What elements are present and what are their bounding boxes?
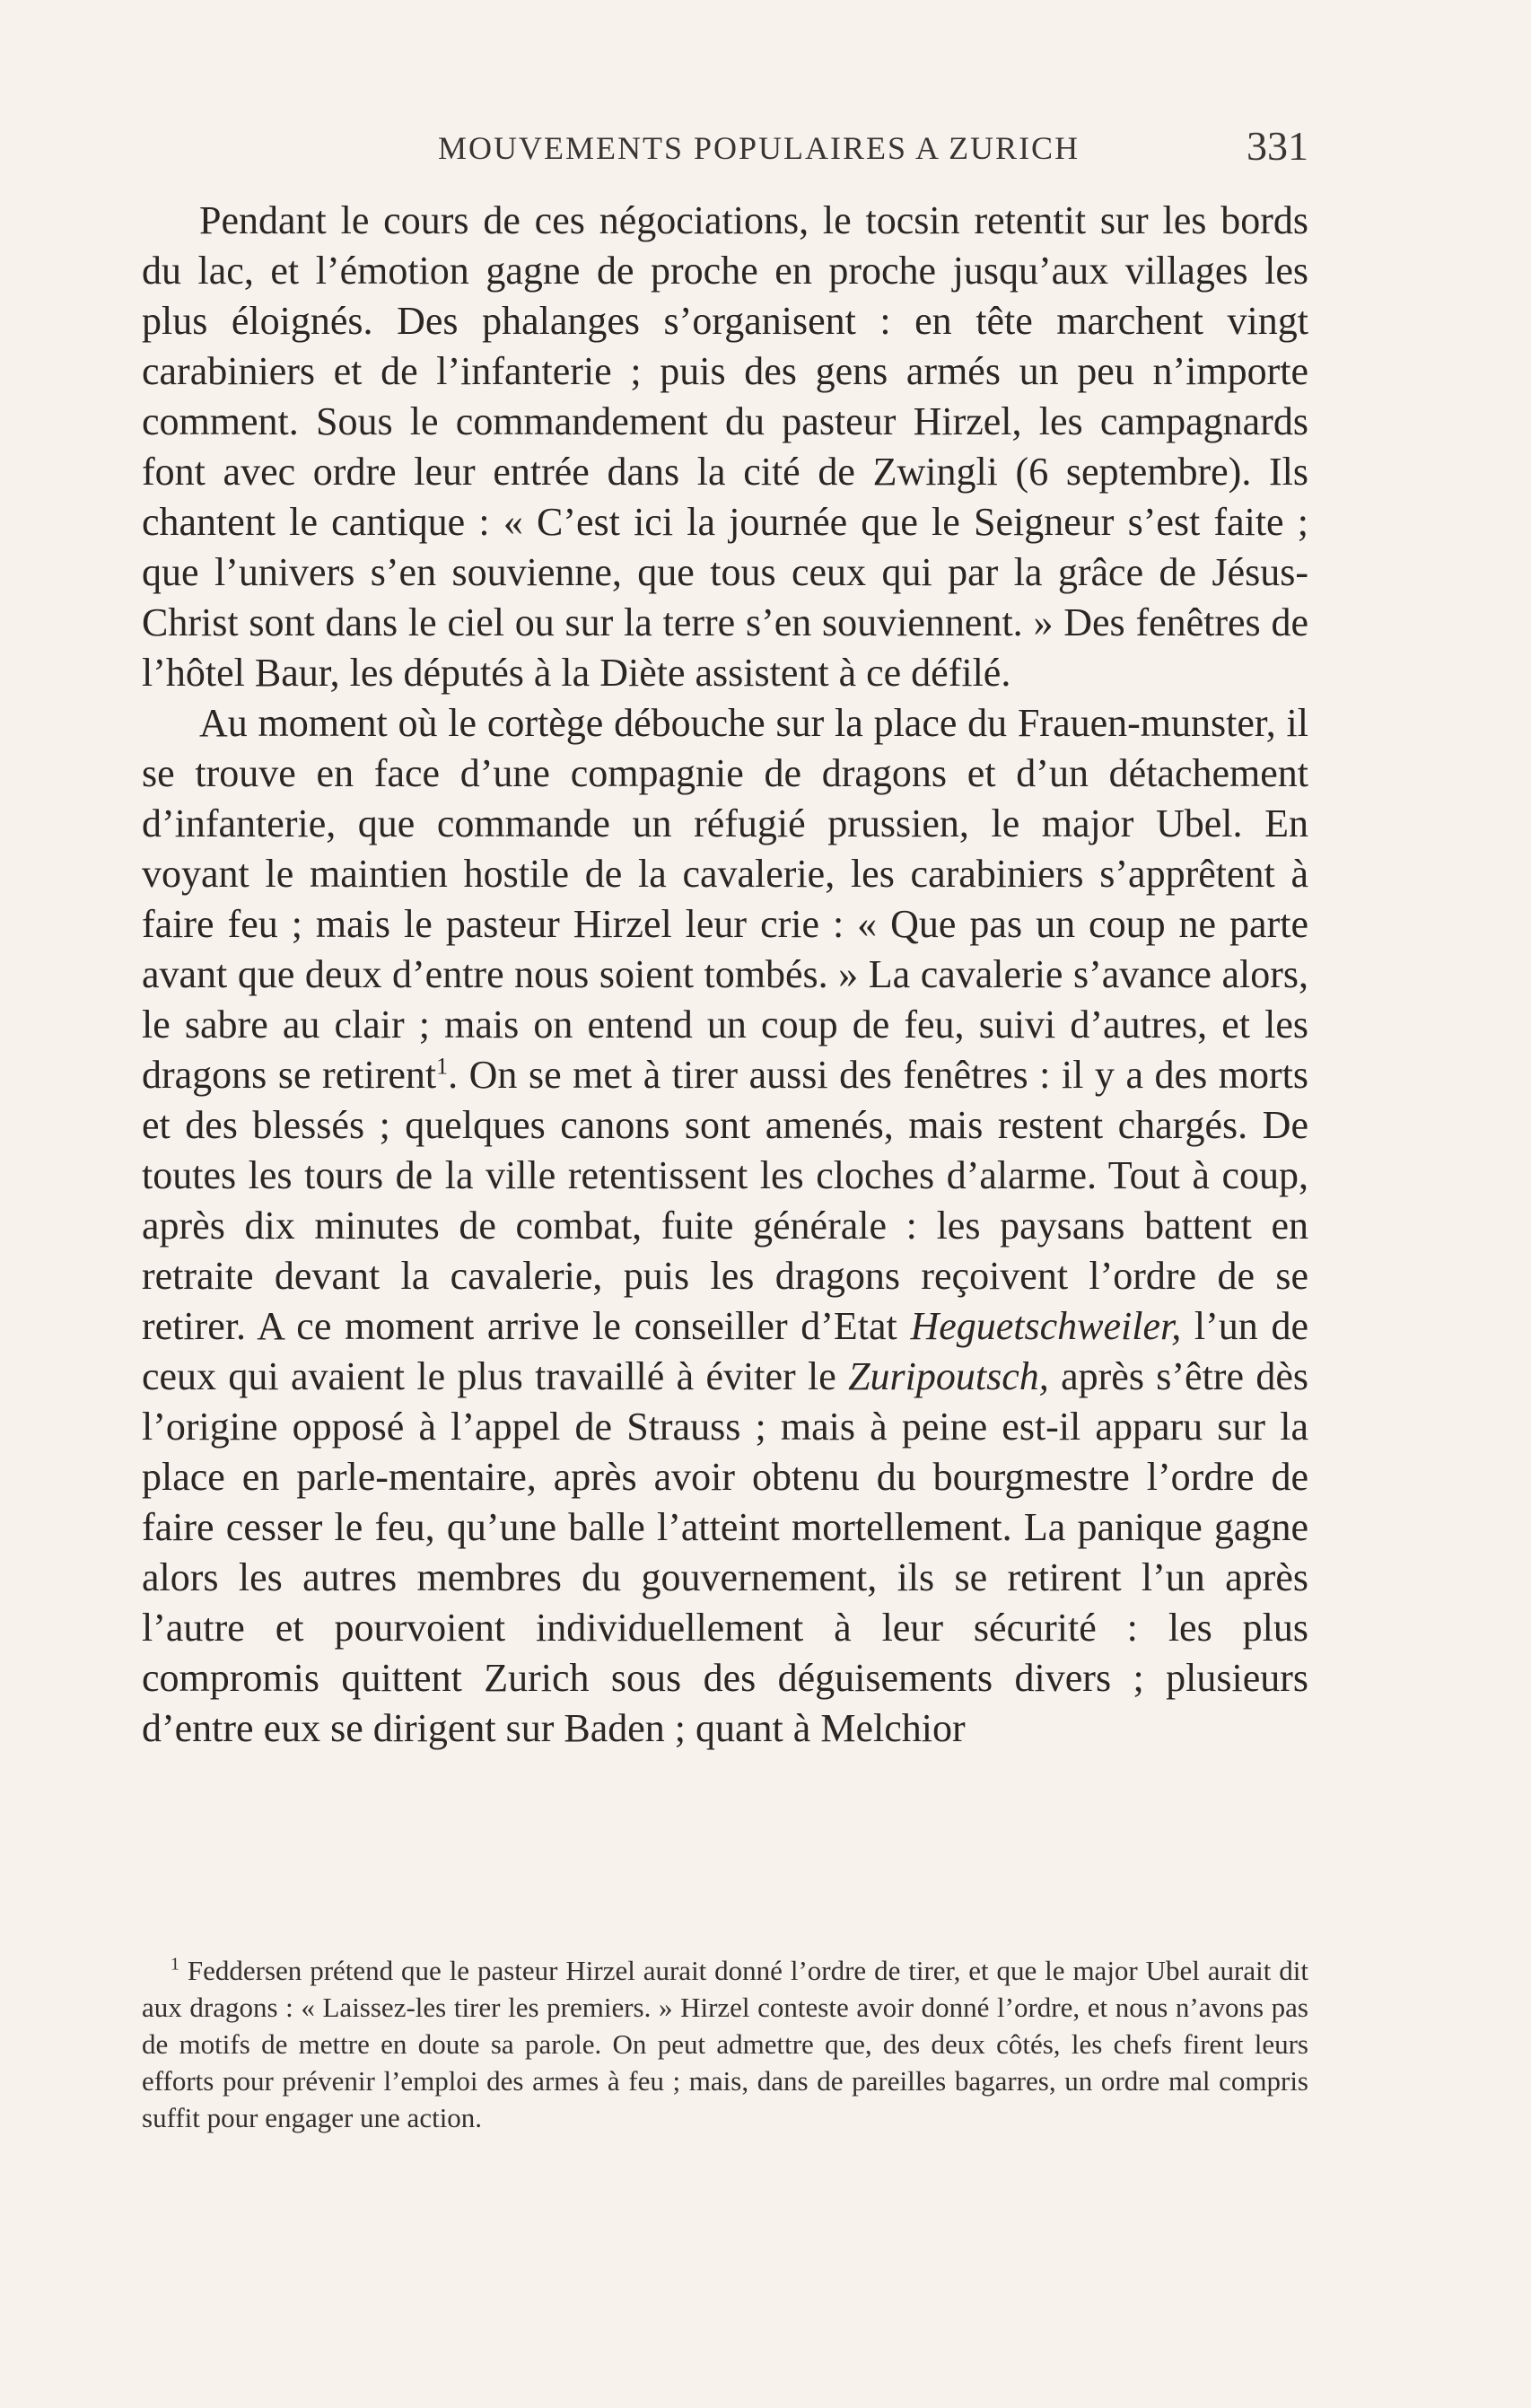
main-text [142, 196, 1308, 1754]
running-title: MOUVEMENTS POPULAIRES A ZURICH [438, 130, 1080, 166]
footnote-1 [142, 1952, 1308, 2136]
paragraph-2-part-b: . On se met à tirer aussi des fenêtres : il y a des morts et des blessés ; quelques canons sont amenés, mais restent chargés. De toutes les tours de la ville retentissent les cloches d’alarme. Tout à coup, après dix minutes de combat, fuite générale : les paysans battent en retraite devant la cavalerie, puis les dragons reçoivent l’ordre de se retirer. A ce moment arrive le conseiller d’Etat [142, 1053, 1308, 1348]
footnote-reference[interactable]: 1 [436, 1053, 449, 1080]
running-header [142, 122, 1308, 176]
paragraph-2 [142, 698, 1308, 1754]
italic-name-heguetschweiler: Heguetschweiler, [910, 1304, 1182, 1348]
italic-term-zuripoutsch: Zuripoutsch, [848, 1354, 1049, 1398]
paragraph-2-part-c: l’un de ceux qui avaient le plus travaillé à éviter le [142, 1304, 1309, 1398]
paragraph-1: Pendant le cours de ces négociations, le tocsin retentit sur les bords du lac, et l’émotion gagne de proche en proche jusqu’aux villages les plus éloignés. Des phalanges s’organisent : en tête marchent vingt carabiniers et de l’infanterie ; puis des gens armés un peu n’importe comment. Sous le commandement du pasteur Hirzel, les campagnards font avec ordre leur entrée dans la cité de Zwingli (6 septembre). Ils chantent le cantique : « C’est ici la journée que le Seigneur s’est faite ; que l’univers s’en souvienne, que tous ceux qui par la grâce de Jésus-Christ sont dans le ciel ou sur la terre s’en souviennent. » Des fenêtres de l’hôtel Baur, les députés à la Diète assistent à ce défilé. [142, 198, 1308, 695]
footnotes [142, 1952, 1308, 2136]
paragraph-2-part-d: après s’être dès l’origine opposé à l’appel de Strauss ; mais à peine est-il apparu sur la place en parle-mentaire, après avoir obtenu du bourgmestre l’ordre de faire cesser le feu, qu’une balle l’atteint mortellement. La panique gagne alors les autres membres du gouvernement, ils se retirent l’un après l’autre et pourvoient individuellement à leur sécurité : les plus compromis quittent Zurich sous des déguisements divers ; plusieurs d’entre eux se dirigent sur Baden ; quant à Melchior [142, 1354, 1308, 1750]
footnote-marker: 1 [171, 1954, 179, 1975]
paragraph-2-part-a: Au moment où le cortège débouche sur la place du Frauen-munster, il se trouve en face d’une compagnie de dragons et d’un détachement d’infanterie, que commande un réfugié prussien, le major Ubel. En voyant le maintien hostile de la cavalerie, les carabiniers s’apprêtent à faire feu ; mais le pasteur Hirzel leur crie : « Que pas un coup ne parte avant que deux d’entre nous soient tombés. » La cavalerie s’avance alors, le sabre au clair ; mais on entend un coup de feu, suivi d’autres, et les dragons se retirent [142, 701, 1308, 1097]
page-number: 331 [1247, 123, 1308, 169]
footnote-text: Feddersen prétend que le pasteur Hirzel aurait donné l’ordre de tirer, et que le major Ubel aurait dit aux dragons : « Laissez-les tirer les premiers. » Hirzel conteste avoir donné l’ordre, et nous n’avons pas de motifs de mettre en doute sa parole. On peut admettre que, des deux côtés, les chefs firent leurs efforts pour prévenir l’emploi des armes à feu ; mais, dans de pareilles bagarres, un ordre mal compris suffit pour engager une action. [142, 1955, 1308, 2133]
